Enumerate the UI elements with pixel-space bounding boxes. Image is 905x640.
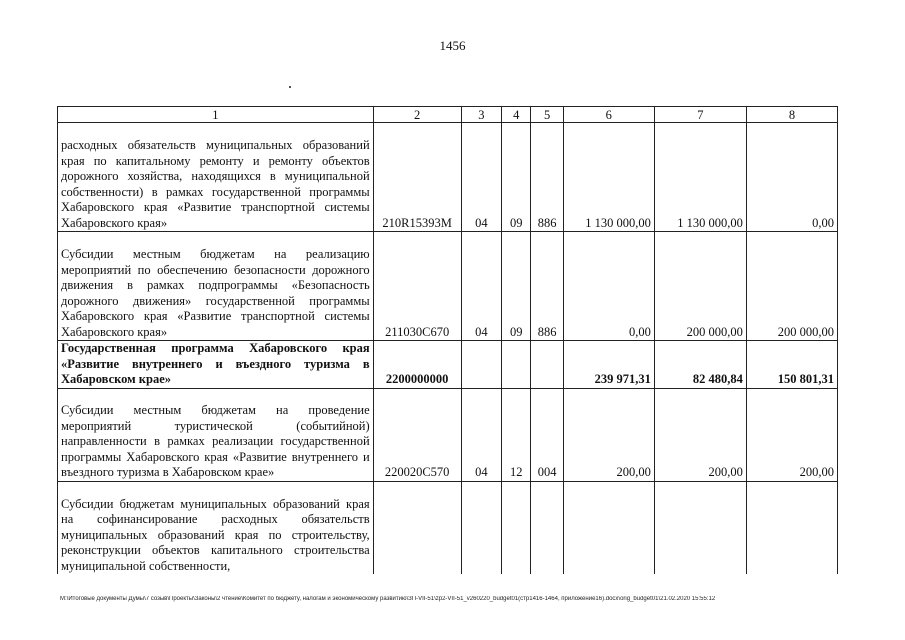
table-row — [58, 388, 838, 481]
header-cell: 6 — [563, 107, 654, 123]
subsection-code: 09 — [502, 232, 531, 341]
target-article-code: 211030С670 — [373, 232, 461, 341]
header-cell: 7 — [654, 107, 746, 123]
scan-speck — [289, 86, 291, 88]
row-description: Субсидии местным бюджетам на реализацию мероприятий по обеспечению безопасности дорожного движения в рамках подпрограммы «Безопасность дорожного движения» государственной программы Хабаровского края «Развитие транспортной системы Хабаровского края» — [58, 232, 374, 341]
budget-table — [57, 106, 838, 574]
header-cell: 3 — [461, 107, 501, 123]
target-article-code: 210R15393M — [373, 123, 461, 232]
amount-col8: 150 801,31 — [746, 341, 837, 389]
subsection-code: 09 — [502, 123, 531, 232]
amount-col8: 0,00 — [746, 123, 837, 232]
header-cell: 4 — [502, 107, 531, 123]
table-row — [58, 481, 838, 574]
row-description: расходных обязательств муниципальных образований края по капитальному ремонту и ремонту объектов дорожного хозяйства, находящихся в муниципальной собственности) в рамках государственной программы Хабаровского края «Развитие транспортной системы Хабаровского края» — [58, 123, 374, 232]
expense-type-code: 886 — [531, 123, 563, 232]
row-description: Государственная программа Хабаровского края «Развитие внутреннего и въездного туризма в Хабаровском крае» — [58, 341, 374, 389]
target-article-code: 220020С570 — [373, 388, 461, 481]
amount-col7: 200 000,00 — [654, 232, 746, 341]
amount-col7 — [654, 481, 746, 574]
amount-col8: 200 000,00 — [746, 232, 837, 341]
expense-type-code — [531, 481, 563, 574]
amount-col6 — [563, 481, 654, 574]
section-code — [461, 341, 501, 389]
section-code: 04 — [461, 232, 501, 341]
target-article-code — [373, 481, 461, 574]
amount-col7: 200,00 — [654, 388, 746, 481]
subsection-code: 12 — [502, 388, 531, 481]
amount-col7: 82 480,84 — [654, 341, 746, 389]
header-cell: 1 — [58, 107, 374, 123]
expense-type-code: 886 — [531, 232, 563, 341]
amount-col6: 239 971,31 — [563, 341, 654, 389]
amount-col6: 0,00 — [563, 232, 654, 341]
section-code — [461, 481, 501, 574]
header-cell: 8 — [746, 107, 837, 123]
table-row-program — [58, 341, 838, 389]
amount-col6: 1 130 000,00 — [563, 123, 654, 232]
amount-col6: 200,00 — [563, 388, 654, 481]
amount-col7: 1 130 000,00 — [654, 123, 746, 232]
section-code: 04 — [461, 388, 501, 481]
subsection-code — [502, 341, 531, 389]
row-description: Субсидии бюджетам муниципальных образований края на софинансирование расходных обязательств муниципальных образований края по строительству, реконструкции объектов капитального строительства муниципальной собственности, — [58, 481, 374, 574]
section-code: 04 — [461, 123, 501, 232]
subsection-code — [502, 481, 531, 574]
table-header-row — [58, 107, 838, 123]
expense-type-code — [531, 341, 563, 389]
header-cell: 5 — [531, 107, 563, 123]
amount-col8: 200,00 — [746, 388, 837, 481]
target-article-code: 2200000000 — [373, 341, 461, 389]
row-description: Субсидии местным бюджетам на проведение мероприятий туристической (событийной) направленности в рамках реализации государственной программы Хабаровского края «Развитие внутреннего и въездного туризма в Хабаровском крае» — [58, 388, 374, 481]
page-number: 1456 — [439, 38, 466, 53]
amount-col8 — [746, 481, 837, 574]
header-cell: 2 — [373, 107, 461, 123]
table-row — [58, 123, 838, 232]
table-row — [58, 232, 838, 341]
file-path-footer: M:\Итоговые документы Думы\7 созыв\Проекты\Законы\2 чтение\Комитет по бюджету, налогам и экономическому развитию\ЗП-VII-51\zp2-VII-51_v260220_budget01(стр1416-1464, приложение16).docx\orig_budget01\21.02.2020 15:55:12 — [60, 596, 716, 602]
expense-type-code: 004 — [531, 388, 563, 481]
